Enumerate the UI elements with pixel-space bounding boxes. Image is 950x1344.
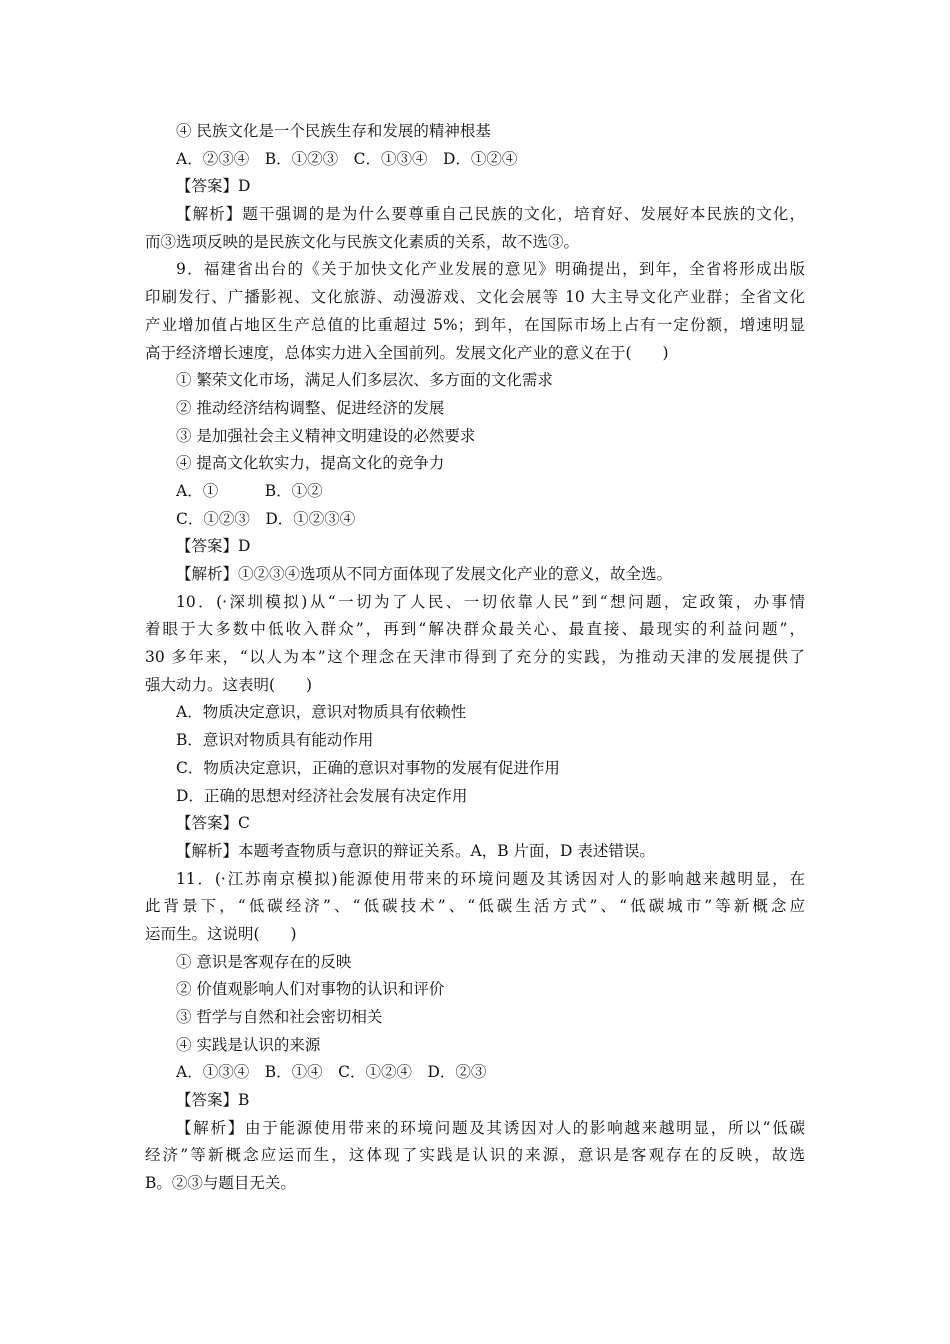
- q11-option-4: ④ 实践是认识的来源: [176, 1035, 321, 1054]
- q8-choices: A．②③④ B．①②③ C．①③④ D．①②④: [176, 149, 518, 168]
- q11-option-3: ③ 哲学与自然和社会密切相关: [176, 1008, 383, 1026]
- q10-stem-line-4: 强大动力。这表明( ): [145, 675, 313, 694]
- q11-stem-line-2: 此背景下，“低碳经济”、“低碳技术”、“低碳生活方式”、“低碳城市”等新概念应: [145, 897, 805, 916]
- q8-analysis-line-2: 而③选项反映的是民族文化与民族文化素质的关系，故不选③。: [145, 232, 580, 251]
- q10-analysis: 【解析】本题考查物质与意识的辩证关系。A，B 片面，D 表述错误。: [176, 841, 655, 860]
- q10-option-a: A．物质决定意识，意识对物质具有依赖性: [176, 703, 467, 722]
- q11-analysis-line-2: 经济”等新概念应运而生，这体现了实践是认识的来源，意识是客观存在的反映，故选: [145, 1146, 805, 1165]
- q9-stem-line-4: 高于经济增长速度，总体实力进入全国前列。发展文化产业的意义在于( ): [145, 343, 669, 362]
- document-body: [145, 118, 805, 1198]
- q9-option-4: ④ 提高文化软实力，提高文化的竞争力: [176, 454, 445, 473]
- q10-stem-line-3: 30 多年来，“以人为本”这个理念在天津市得到了充分的实践，为推动天津的发展提供了: [145, 648, 805, 667]
- q9-analysis: 【解析】①②③④选项从不同方面体现了发展文化产业的意义，故全选。: [176, 565, 673, 583]
- q9-stem-line-1: 9．福建省出台的《关于加快文化产业发展的意见》明确提出，到年，全省将形成出版: [176, 260, 805, 279]
- q8-answer: 【答案】D: [176, 177, 251, 196]
- q8-analysis-line-1: 【解析】题干强调的是为什么要尊重自己民族的文化，培育好、发展好本民族的文化，: [176, 205, 805, 224]
- q11-option-1: ① 意识是客观存在的反映: [176, 952, 352, 971]
- q11-analysis-line-3: B。②③与题目无关。: [145, 1174, 296, 1193]
- q11-answer: 【答案】B: [176, 1091, 250, 1110]
- q11-stem-line-3: 运而生。这说明( ): [145, 924, 297, 943]
- q10-stem-line-1: 10．(·深圳模拟)从“一切为了人民、一切依靠人民”到“想问题，定政策，办事情: [176, 592, 805, 611]
- q10-option-c: C．物质决定意识，正确的意识对事物的发展有促进作用: [176, 758, 560, 777]
- q9-option-3: ③ 是加强社会主义精神文明建设的必然要求: [176, 426, 476, 445]
- q10-option-d: D．正确的思想对经济社会发展有决定作用: [176, 786, 468, 805]
- q10-option-b: B．意识对物质具有能动作用: [176, 731, 374, 750]
- q8-option-4: ④ 民族文化是一个民族生存和发展的精神根基: [176, 122, 491, 140]
- q11-option-2: ② 价值观影响人们对事物的认识和评价: [176, 980, 445, 999]
- q11-analysis-line-1: 【解析】由于能源使用带来的环境问题及其诱因对人的影响越来越明显，所以“低碳: [176, 1118, 805, 1137]
- q9-option-1: ① 繁荣文化市场，满足人们多层次、多方面的文化需求: [176, 371, 553, 390]
- q9-stem-line-3: 产业增加值占地区生产总值的比重超过 5%；到年，在国际市场上占有一定份额，增速明显: [145, 315, 805, 334]
- q9-answer: 【答案】D: [176, 537, 251, 556]
- q9-option-2: ② 推动经济结构调整、促进经济的发展: [176, 398, 445, 417]
- q11-choices: A．①③④ B．①④ C．①②④ D．②③: [176, 1063, 487, 1082]
- q9-choices-line-2: C．①②③ D．①②③④: [176, 509, 356, 528]
- q10-stem-line-2: 着眼于大多数中低收入群众”，再到“解决群众最关心、最直接、最现实的利益问题”，: [145, 620, 805, 639]
- q9-stem-line-2: 印刷发行、广播影视、文化旅游、动漫游戏、文化会展等 10 大主导文化产业群；全省文化: [145, 288, 805, 307]
- q10-answer: 【答案】C: [176, 814, 250, 833]
- q11-stem-line-1: 11．(·江苏南京模拟)能源使用带来的环境问题及其诱因对人的影响越来越明显，在: [176, 869, 805, 888]
- q9-choices-line-1: A．① B．①②: [176, 481, 323, 500]
